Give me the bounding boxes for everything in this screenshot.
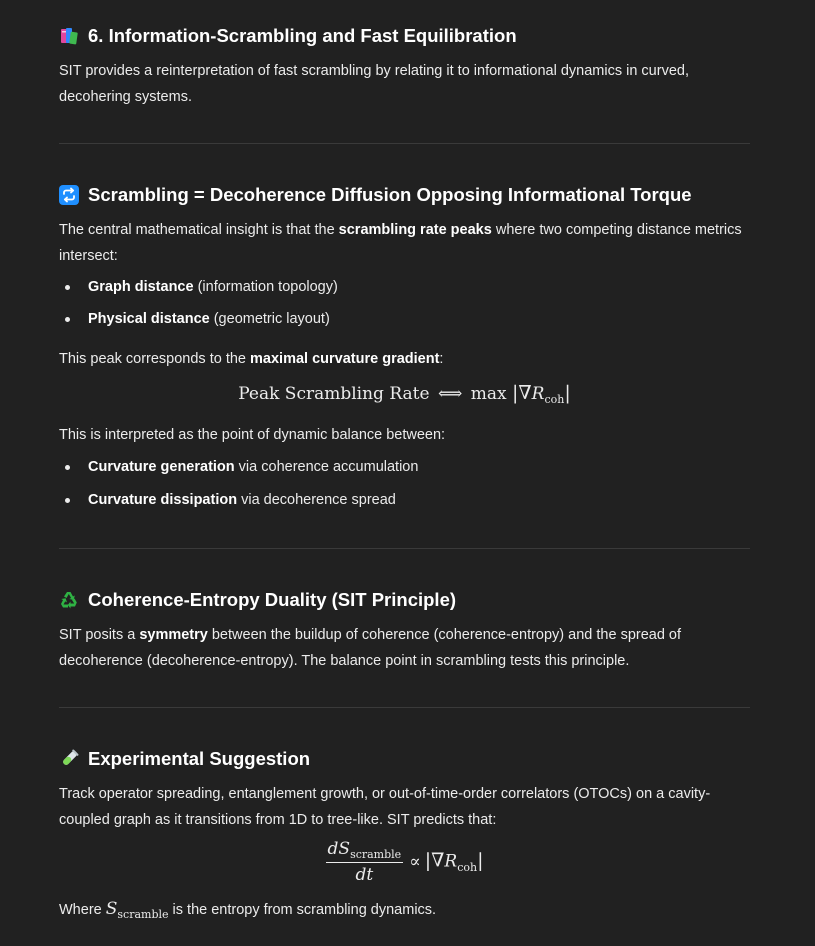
distance-metrics-list — [59, 277, 750, 329]
divider — [59, 707, 750, 708]
divider — [59, 548, 750, 549]
list-item: Physical distance (geometric layout) — [59, 309, 750, 329]
scrambling-insight-paragraph: The central mathematical insight is that the scrambling rate peaks where two competing distance metrics intersect: — [59, 222, 742, 264]
section-heading-text: Experimental Suggestion — [88, 748, 311, 769]
scrambling-prediction-equation: $\frac{dS_{scramble}}{dt}$ ∝ $|\nabla R_{coh}|$ — [327, 839, 484, 885]
section-heading-information-scrambling — [59, 24, 517, 48]
books-icon — [59, 26, 79, 46]
list-item: Graph distance (information topology) — [59, 277, 750, 297]
list-item: Curvature dissipation via decoherence spread — [59, 490, 750, 510]
duality-paragraph: SIT posits a symmetry between the buildup of coherence (coherence-entropy) and the spread of decoherence (decoherence-entropy). The balance point in scrambling tests this principle. — [59, 627, 682, 669]
curvature-gradient-paragraph: This peak corresponds to the maximal curvature gradient: — [59, 351, 444, 367]
test-tube-icon — [59, 749, 79, 769]
list-item: Curvature generation via coherence accumulation — [59, 457, 750, 477]
dynamic-balance-paragraph: This is interpreted as the point of dynamic balance between: — [59, 427, 446, 443]
entropy-definition-paragraph: Where $S_{scramble}$ is the entropy from scrambling dynamics. — [59, 899, 437, 921]
section-heading-text: Coherence-Entropy Duality (SIT Principle) — [88, 589, 457, 610]
curvature-balance-list — [59, 457, 750, 510]
section-intro: SIT provides a reinterpretation of fast scrambling by relating it to informational dynamics in curved, decohering systems. — [59, 63, 689, 105]
section-heading-duality — [59, 588, 456, 612]
repeat-arrows-icon — [59, 185, 79, 205]
peak-scrambling-equation: Peak Scrambling Rate ⟺ $\max |\nabla R_{coh}|$ — [238, 382, 571, 406]
section-heading-text: Scrambling = Decoherence Diffusion Opposing Informational Torque — [88, 184, 692, 205]
section-heading-scrambling — [59, 183, 692, 207]
divider — [59, 143, 750, 144]
section-heading-text: 6. Information-Scrambling and Fast Equilibration — [88, 25, 517, 46]
section-heading-experimental — [59, 747, 310, 771]
experimental-paragraph: Track operator spreading, entanglement growth, or out-of-time-order correlators (OTOCs) on a cavity-coupled graph as it transitions from 1D to tree-like. SIT predicts that: — [59, 786, 711, 828]
recycle-icon — [59, 590, 79, 610]
